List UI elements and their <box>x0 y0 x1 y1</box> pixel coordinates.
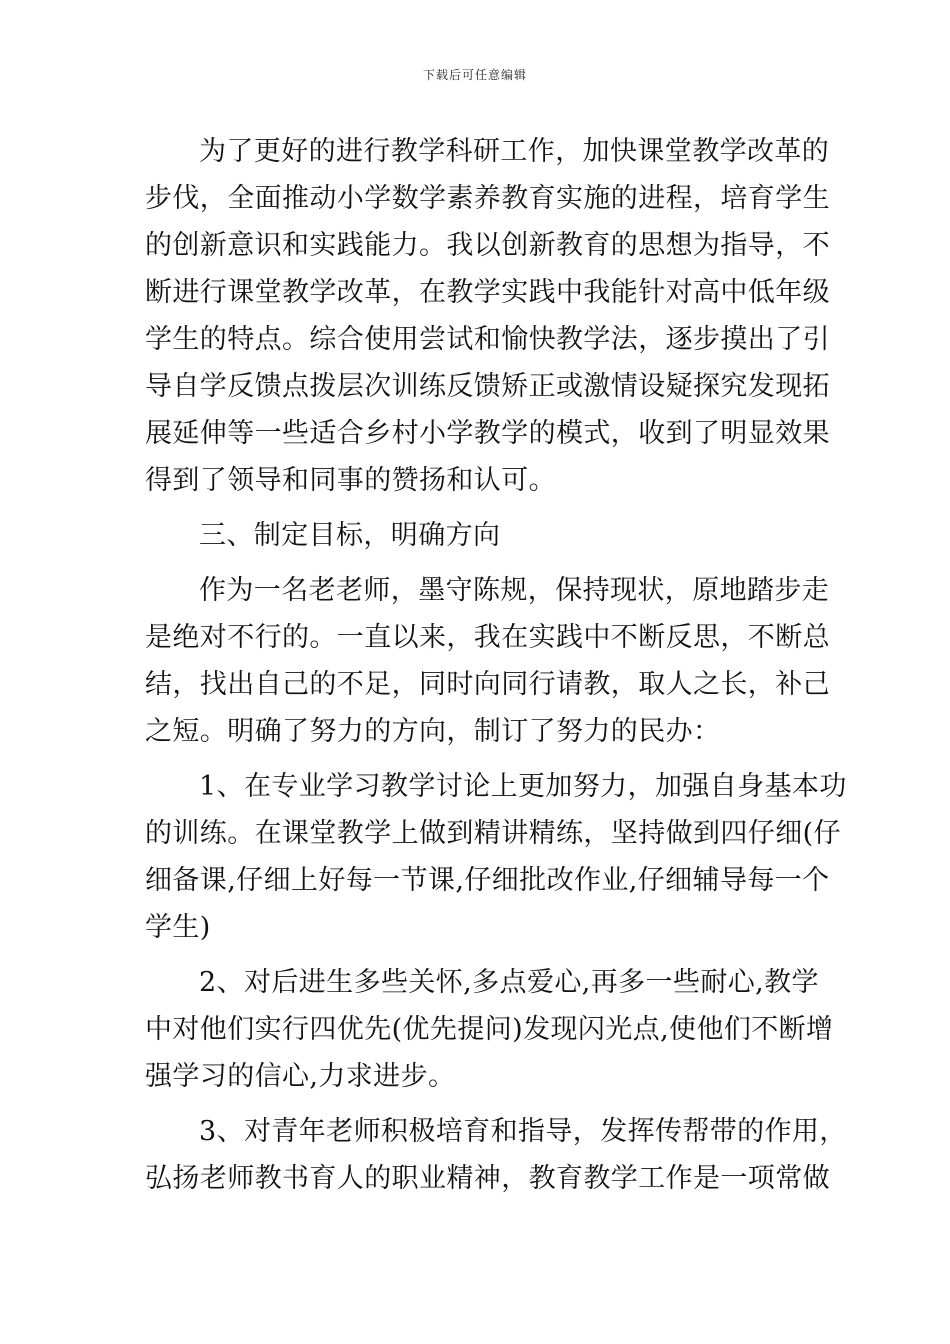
paragraph-spacer <box>145 504 809 512</box>
text-line: 中对他们实行四优先(优先提问)发现闪光点,使他们不断增 <box>145 1014 834 1045</box>
paragraph-teaching-research <box>145 128 830 504</box>
text-line: 导自学反馈点拨层次训练反馈矫正或激情设疑探究发现拓 <box>145 371 830 402</box>
text-line: 之短。明确了努力的方向，制订了努力的民办： <box>145 716 721 747</box>
text-line: 学生) <box>145 912 211 943</box>
text-line: 作为一名老老师，墨守陈规，保持现状，原地踏步走 <box>199 575 830 606</box>
document-body <box>145 128 847 1202</box>
text-line: 的创新意识和实践能力。我以创新教育的思想为指导，不 <box>145 230 830 261</box>
list-item-3 <box>145 1108 847 1202</box>
text-line: 结，找出自己的不足，同时向同行请教，取人之长，补己 <box>145 669 830 700</box>
paragraph-spacer <box>145 755 809 763</box>
heading-text: 三、制定目标，明确方向 <box>199 520 501 551</box>
list-item-2 <box>145 959 834 1100</box>
list-item-1 <box>145 763 847 951</box>
paragraph-self-reflection <box>145 567 830 755</box>
paragraph-spacer <box>145 1100 809 1108</box>
text-line: 学生的特点。综合使用尝试和愉快教学法，逐步摸出了引 <box>145 324 830 355</box>
section-heading <box>145 512 809 559</box>
text-line: 的训练。在课堂教学上做到精讲精练，坚持做到四仔细(仔 <box>145 818 841 849</box>
text-line: 弘扬老师教书育人的职业精神，教育教学工作是一项常做 <box>145 1163 830 1194</box>
text-line: 展延伸等一些适合乡村小学教学的模式，收到了明显效果 <box>145 418 830 449</box>
text-line: 为了更好的进行教学科研工作，加快课堂教学改革的 <box>199 136 830 167</box>
page-header: 下载后可任意编辑 <box>422 68 527 82</box>
text-line: 步伐，全面推动小学数学素养教育实施的进程，培育学生 <box>145 183 830 214</box>
text-line: 细备课,仔细上好每一节课,仔细批改作业,仔细辅导每一个 <box>145 865 830 896</box>
paragraph-spacer <box>145 559 809 567</box>
text-line: 断进行课堂教学改革，在教学实践中我能针对高中低年级 <box>145 277 830 308</box>
text-line: 得到了领导和同事的赞扬和认可。 <box>145 465 556 496</box>
text-line: 是绝对不行的。一直以来，我在实践中不断反思，不断总 <box>145 622 830 653</box>
text-line: 3、对青年老师积极培育和指导，发挥传帮带的作用， <box>199 1116 847 1147</box>
text-line: 2、对后进生多些关怀,多点爱心,再多一些耐心,教学 <box>199 967 819 998</box>
paragraph-spacer <box>145 951 809 959</box>
text-line: 1、在专业学习教学讨论上更加努力，加强自身基本功 <box>199 771 847 802</box>
text-line: 强学习的信心,力求进步。 <box>145 1061 456 1092</box>
